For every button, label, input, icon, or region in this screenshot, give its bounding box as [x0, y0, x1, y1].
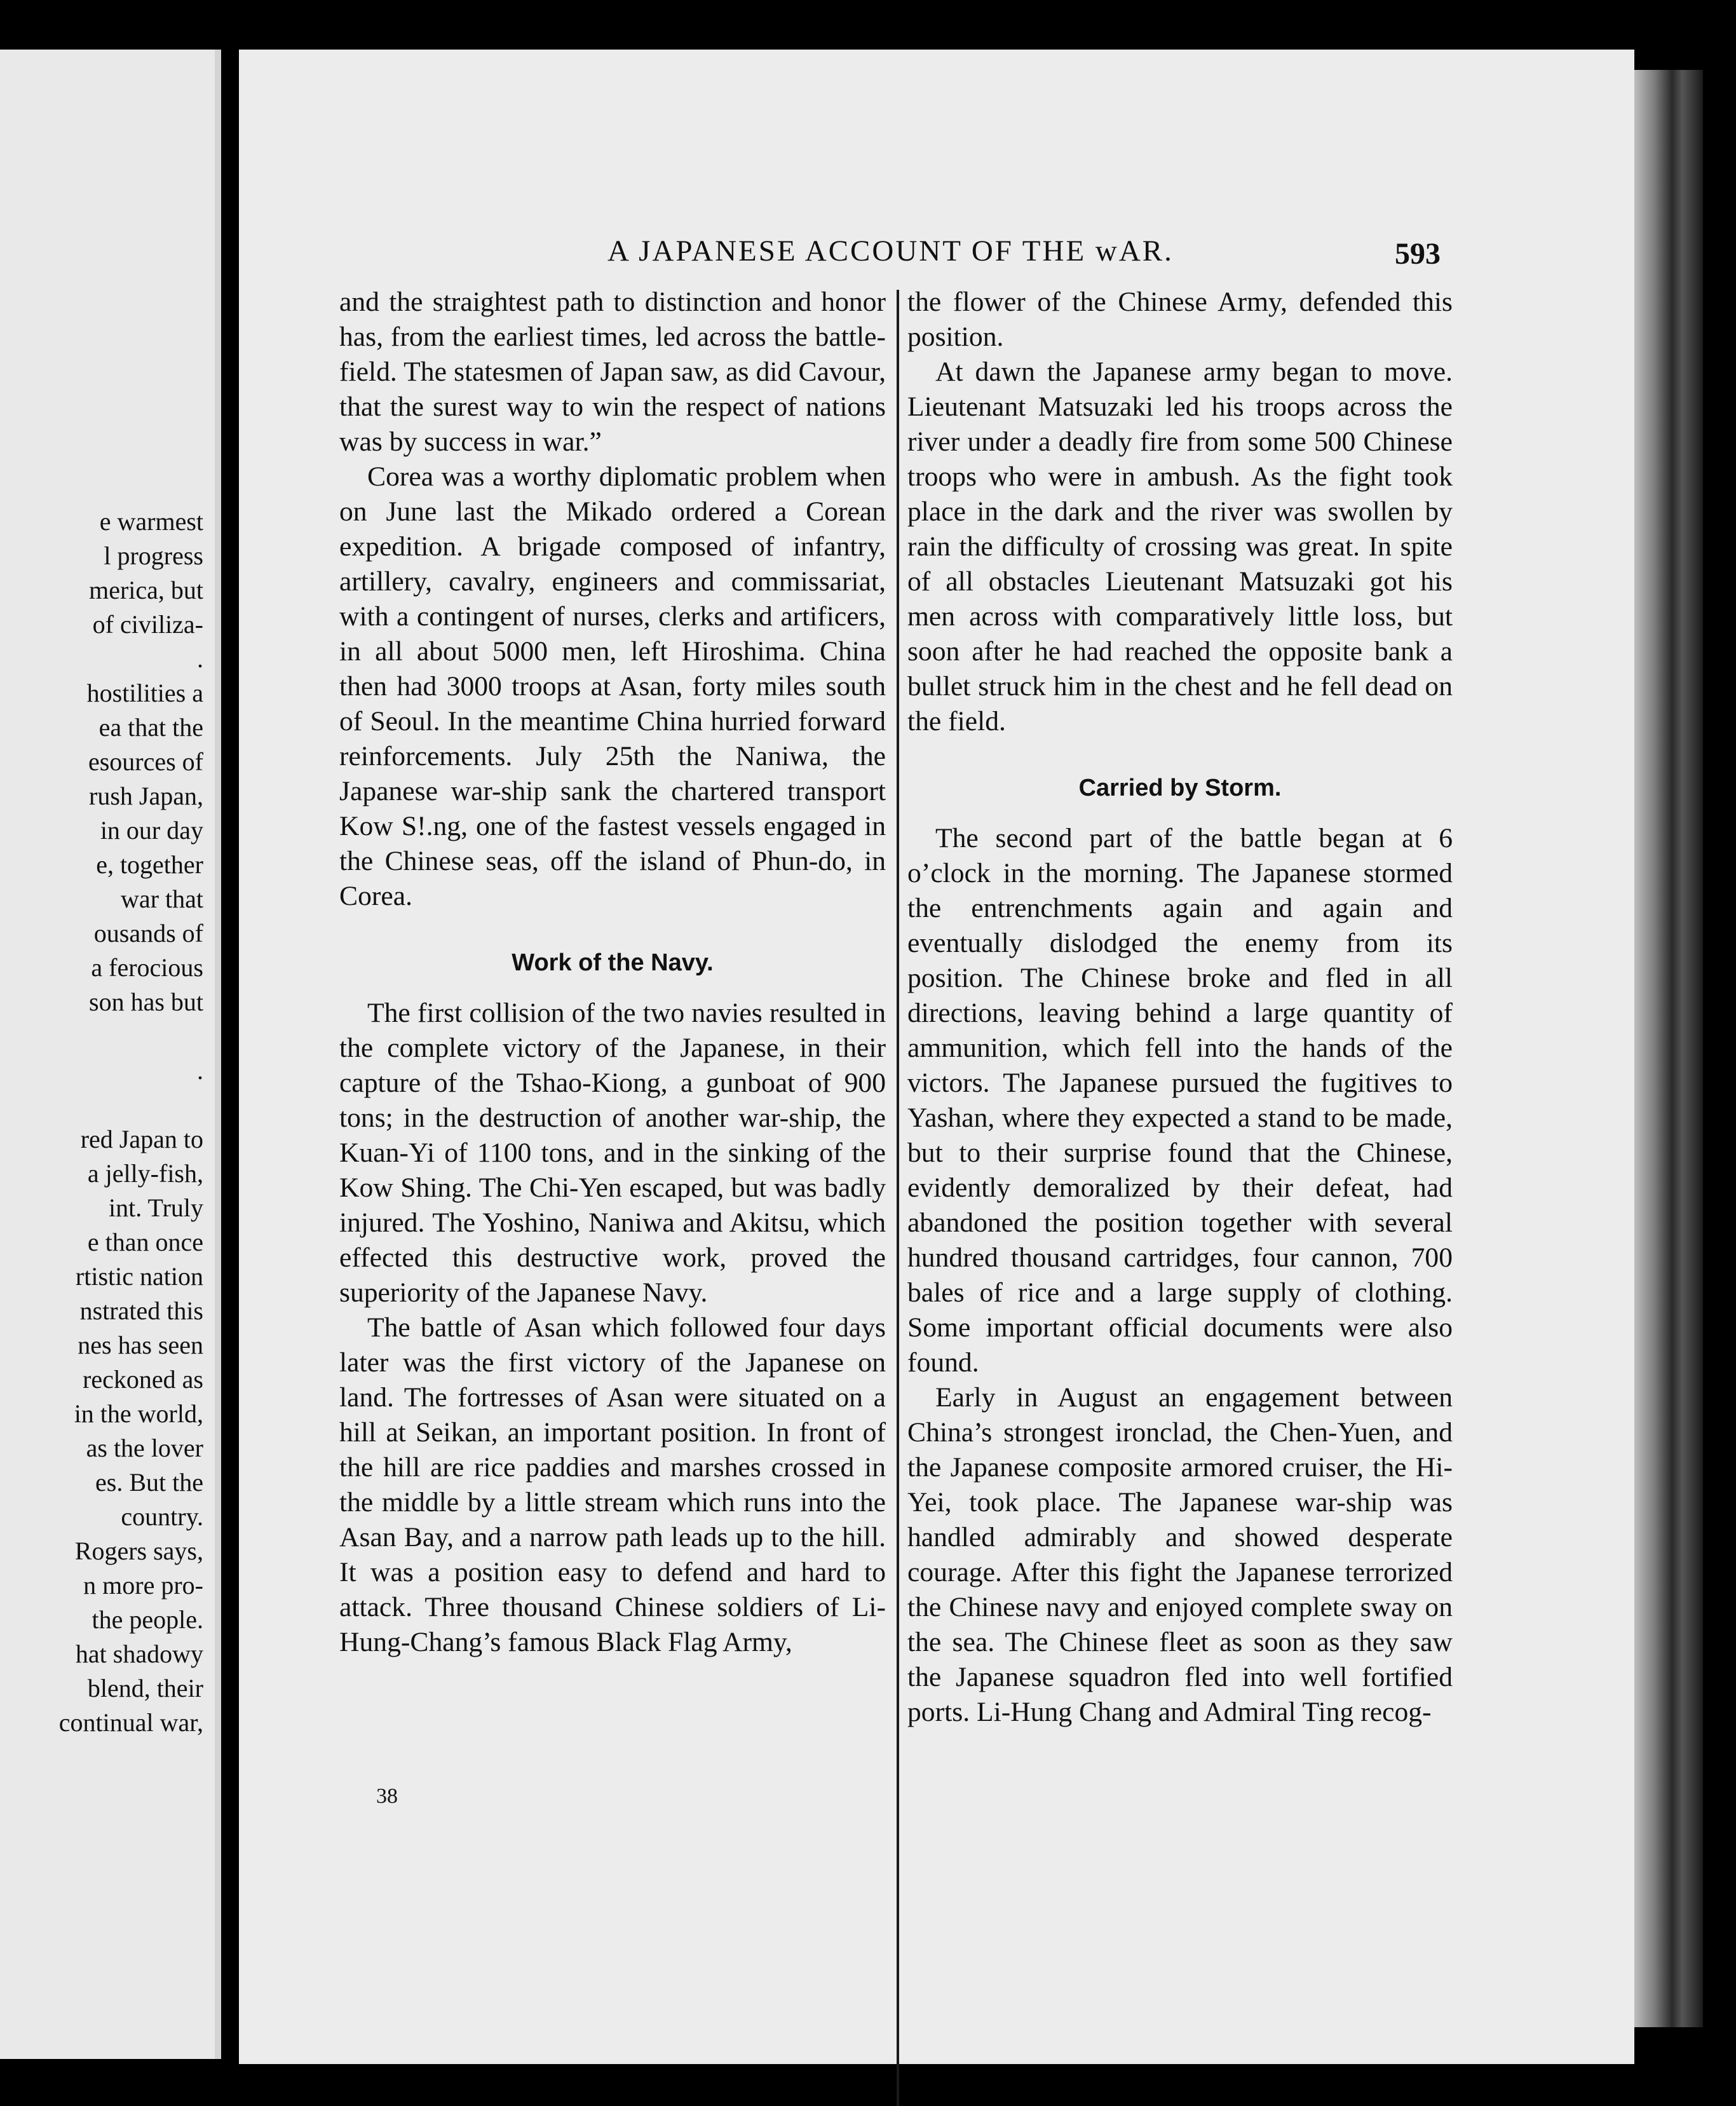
facing-page-line: the people.: [92, 1605, 203, 1634]
paragraph: The first collision of the two navies resulted in the complete victory of the Japanese, in their capture of the Tshao-Kiong, a gunboat of 900 tons; in the destruction of another war-ship, the Kuan-Yi of 1100 tons, and in the sinking of the Kow Shing. The Chi-Yen escaped, but was badly injured. The Yoshino, Naniwa and Akitsu, which effected this destructive work, proved the superiority of the Japanese Navy.: [339, 998, 886, 1308]
facing-page-line: war that: [121, 885, 203, 913]
paragraph: At dawn the Japanese army began to move. Lieutenant Matsuzaki led his troops across the river under a deadly fire from some 500 Chinese troops who were in ambush. As the fight took place in the dark and the river was swollen by rain the difficulty of crossing was great. In spite of all obstacles Lieutenant Matsuzaki got his men across with comparatively little loss, but soon after he had reached the opposite bank a bullet struck him in the chest and he fell dead on the field.: [907, 357, 1453, 737]
column-divider: [897, 290, 899, 2106]
facing-page-line: e than once: [87, 1228, 203, 1256]
facing-page-line: n more pro-: [83, 1571, 203, 1600]
facing-page-line: int. Truly: [109, 1193, 203, 1222]
facing-page-line: Rogers says,: [74, 1537, 203, 1565]
running-title: A JAPANESE ACCOUNT OF THE wAR.: [607, 234, 1174, 268]
paragraph: the flower of the Chinese Army, defended this position.: [907, 287, 1453, 352]
facing-page-line: in our day: [100, 816, 203, 845]
section-heading: Work of the Navy.: [512, 949, 714, 976]
facing-page-line: .: [197, 1056, 203, 1085]
facing-page-line: .: [197, 644, 203, 673]
facing-page-line: rtistic nation: [75, 1262, 203, 1291]
facing-page-line: blend, their: [87, 1674, 203, 1702]
facing-page-line: l progress: [104, 541, 203, 570]
facing-page-line: red Japan to: [80, 1125, 203, 1153]
paragraph: Early in August an engagement between China’s strongest ironclad, the Chen-Yuen, and the Japanese composite armored cruiser, the Hi-Yei, took place. The Japanese war-ship was handled admirably and showed desperate courage. After this fight the Japanese terrorized the Chinese navy and enjoyed complete sway on the sea. The Chinese fleet as soon as they saw the Japanese squadron fled into well fortified ports. Li-Hung Chang and Admiral Ting recog-: [907, 1382, 1453, 1727]
left-column: [339, 285, 886, 1660]
facing-page-line: ea that the: [98, 713, 203, 742]
facing-page-line: nstrated this: [79, 1296, 203, 1325]
paragraph: The battle of Asan which followed four days later was the first victory of the Japanese on land. The fortresses of Asan were situated on a hill at Seikan, an important position. In front of the hill are rice paddies and marshes crossed in the middle by a little stream which runs into the Asan Bay, and a narrow path leads up to the hill. It was a position easy to defend and hard to attack. Three thousand Chinese soldiers of Li-Hung-Chang’s famous Black Flag Army,: [339, 1312, 886, 1657]
facing-page-line: hat shadowy: [75, 1640, 203, 1668]
facing-page-line: esources of: [88, 747, 203, 776]
facing-page-line: merica, but: [89, 576, 203, 604]
facing-page-line: in the world,: [74, 1399, 203, 1428]
paragraph: Corea was a worthy diplomatic problem when on June last the Mikado ordered a Corean expedition. A brigade composed of infantry, artillery, cavalry, engineers and commissariat, with a contingent of nurses, clerks and artificers, in all about 5000 men, left Hiroshima. China then had 3000 troops at Asan, forty miles south of Seoul. In the meantime China hurried forward reinforcements. July 25th the Naniwa, the Japanese war-ship sank the chartered transport Kow S!.ng, one of the fastest vessels engaged in the Chinese seas, off the island of Phun-do, in Corea.: [339, 461, 886, 911]
facing-page-line: nes has seen: [78, 1331, 203, 1359]
facing-page-line: e, together: [96, 850, 203, 879]
paragraph: The second part of the battle began at 6 o’clock in the morning. The Japanese stormed the entrenchments again and again and eventually dislodged the enemy from its position. The Chinese broke and fled in all directions, leaving behind a large quantity of ammunition, which fell into the hands of the victors. The Japanese pursued the fugitives to Yashan, where they expected a stand to be made, but to their surprise found that the Chinese, evidently demoralized by their defeat, had abandoned the position together with several hundred thousand cartridges, four cannon, 700 bales of rice and a large supply of clothing. Some important official documents were also found.: [907, 823, 1453, 1378]
paragraph: and the straightest path to distinction and honor has, from the earliest times, led across the battle-field. The statesmen of Japan saw, as did Cavour, that the surest way to win the respect of nations was by success in war.”: [339, 287, 886, 457]
facing-page-line: country.: [121, 1502, 203, 1531]
facing-page-fragment: [0, 50, 221, 2059]
facing-page-line: hostilities a: [86, 679, 203, 707]
facing-page-line: son has but: [89, 988, 203, 1016]
facing-page-line: a ferocious: [91, 953, 203, 982]
facing-page-line: a jelly-fish,: [87, 1159, 203, 1188]
facing-page-line: ousands of: [93, 919, 203, 948]
book-edge: [1634, 70, 1703, 2027]
facing-page-line: of civiliza-: [92, 610, 203, 639]
facing-page-line: as the lover: [86, 1434, 203, 1462]
facing-page-line: e warmest: [99, 507, 203, 536]
facing-page-line: rush Japan,: [89, 782, 203, 810]
facing-page-line: es. But the: [95, 1468, 203, 1497]
right-column: [907, 285, 1453, 1730]
section-heading: Carried by Storm.: [1078, 775, 1282, 801]
facing-page-line: continual war,: [58, 1708, 203, 1737]
facing-page-line: reckoned as: [83, 1365, 203, 1394]
signature-mark: 38: [376, 1784, 398, 1808]
page-number: 593: [1395, 237, 1441, 271]
